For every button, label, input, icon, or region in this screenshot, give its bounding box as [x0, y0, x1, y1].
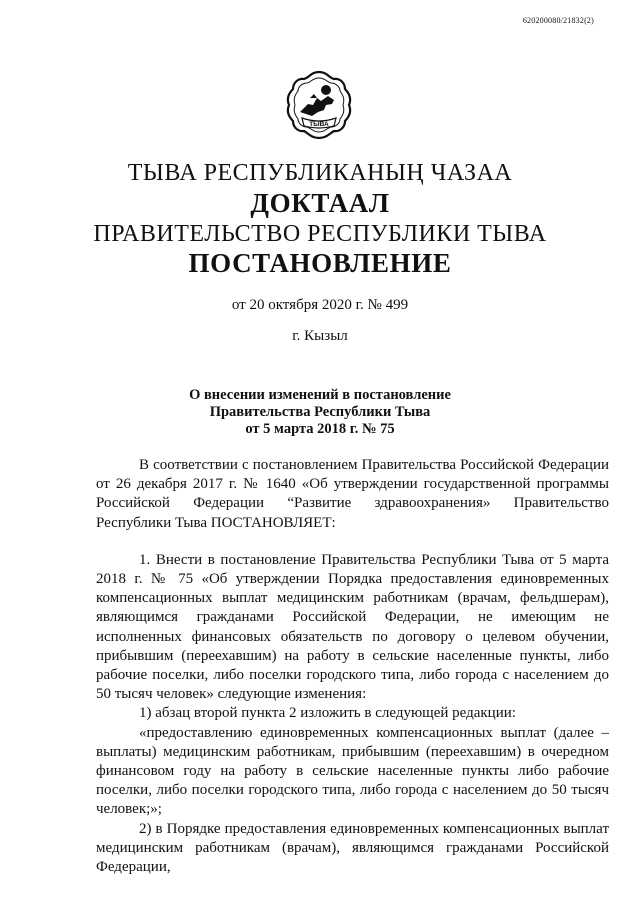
decree-title-line-3: от 5 марта 2018 г. № 75	[245, 421, 395, 437]
decree-title-line-1: О внесении изменений в постановление	[189, 387, 451, 403]
tyva-emblem-icon	[282, 68, 356, 142]
header-postanovlenie: ПОСТАНОВЛЕНИЕ	[188, 248, 452, 278]
decree-date-number: от 20 октября 2020 г. № 499	[231, 297, 409, 313]
paragraph-preamble: В соответствии с постановлением Правительства Российской Федерации от 26 декабря 2017 г. № 1640 «Об утверждении государственной программы Российской Федерации “Развитие здравоохранения» Правительство Республики Тыва ПОСТАНОВЛЯЕТ:	[96, 457, 609, 531]
decree-title	[0, 387, 640, 438]
header-doktaal: ДОКТААЛ	[250, 188, 390, 218]
header-tyva-government: ТЫВА РЕСПУБЛИКАНЫҢ ЧАЗАА	[127, 160, 513, 186]
paragraph-subitem-2: 2) в Порядке предоставления единовременных компенсационных выплат медицинским работникам (врачам), являющимся гражданами Российской Федерации,	[96, 820, 609, 876]
decree-body	[96, 456, 609, 877]
paragraph-quote: «предоставлению единовременных компенсационных выплат (далее – выплаты) медицинским работникам, прибывшим (переехавшим) в очередном финансовом году на работу в сельские населенные пункты либо рабочие поселки, либо поселки городского типа, либо города с населением до 50 тысяч человек;»;	[96, 724, 609, 818]
paragraph-item-1: 1. Внести в постановление Правительства Республики Тыва от 5 марта 2018 г. № 75 «Об утверждении Порядка предоставления единовременных компенсационных выплат медицинским работникам (врачам, фельдшерам), являющимся гражданами Российской Федерации, не имеющим не исполненных финансовых обязательств по договору о целевом обучении, прибывшим (переехавшим) на работу в сельские населенные пункты, либо рабочие поселки, либо поселки городского типа, либо города с населением до 50 тысяч человек» следующие изменения:	[96, 551, 609, 703]
emblem-label: ТЫВА	[309, 121, 329, 128]
decree-city: г. Кызыл	[292, 328, 348, 344]
paragraph-subitem-1: 1) абзац второй пункта 2 изложить в следующей редакции:	[139, 705, 516, 722]
decree-title-line-2: Правительства Республики Тыва	[209, 404, 431, 420]
document-number-code: 620200080/21832(2)	[522, 16, 594, 25]
header-government-title: ПРАВИТЕЛЬСТВО РЕСПУБЛИКИ ТЫВА	[93, 221, 547, 247]
